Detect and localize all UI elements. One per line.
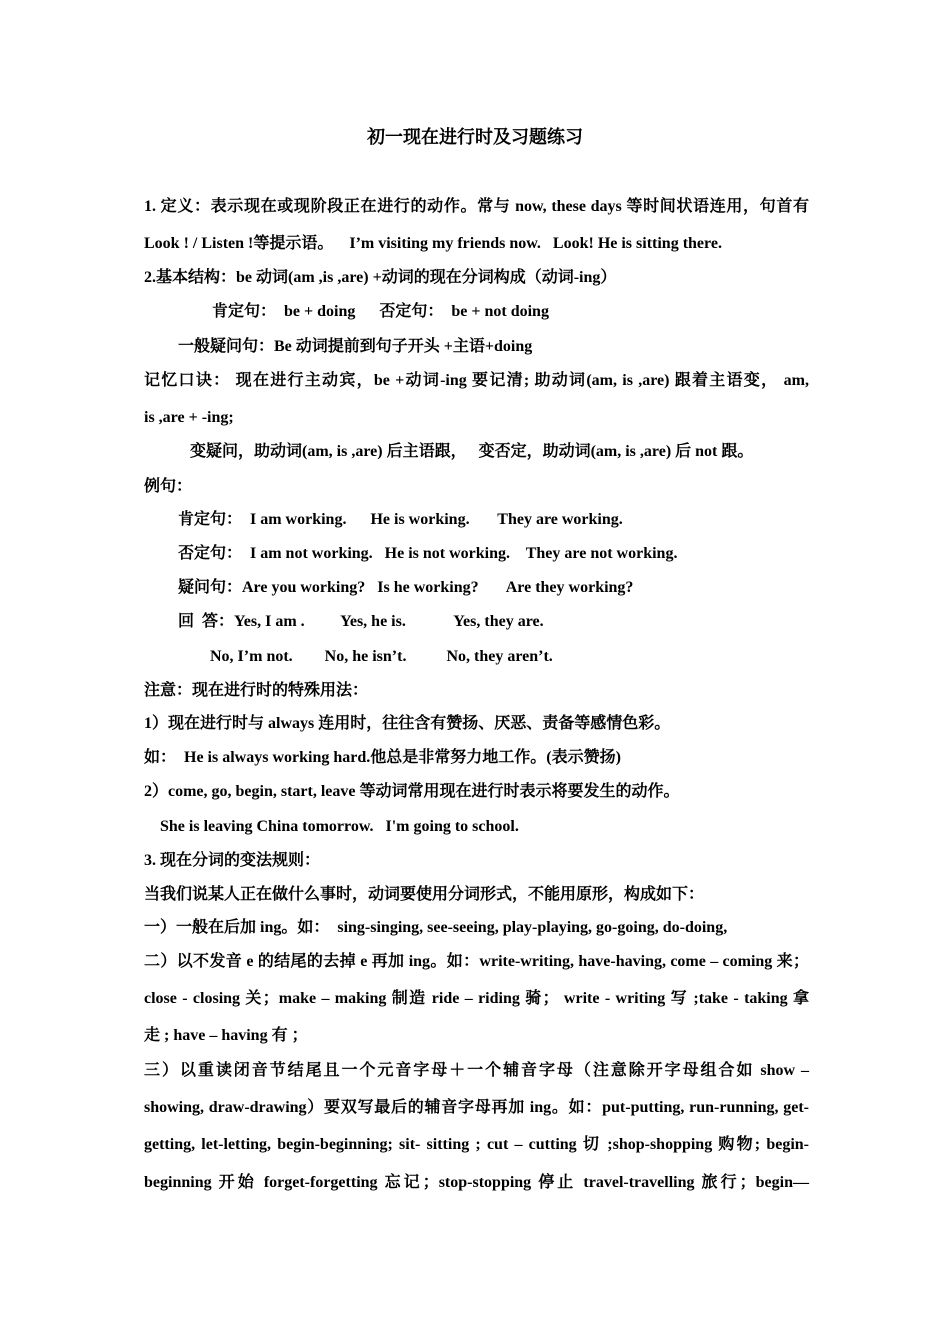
note-1: 1）现在进行时与 always 连用时，往往含有赞扬、厌恶、责备等感情色彩。 xyxy=(144,715,671,732)
example-question: 疑问句：Are you working? Is he working? Are they working? xyxy=(178,579,634,596)
rule-3-line-1: 三）以重读闭音节结尾且一个元音字母＋一个辅音字母（注意除开字母组合如 show – xyxy=(144,1062,809,1079)
mnemonic-line-2: is ,are + -ing; xyxy=(144,409,234,426)
note-heading: 注意：现在进行时的特殊用法： xyxy=(144,682,369,699)
examples-heading: 例句： xyxy=(144,478,193,495)
note-1-example: 如： He is always working hard.他总是非常努力地工作。(表示赞扬) xyxy=(144,749,621,766)
note-2-example: She is leaving China tomorrow. I'm going to school. xyxy=(160,818,519,835)
participle-intro: 当我们说某人正在做什么事时，动词要使用分词形式，不能用原形，构成如下： xyxy=(144,886,705,903)
document-title: 初一现在进行时及习题练习 xyxy=(367,127,583,147)
example-positive: 肯定句： I am working. He is working. They are working. xyxy=(178,511,623,528)
mnemonic-line-1: 记忆口诀： 现在进行主动宾，be +动词-ing 要记清; 助动词(am, is ,are) 跟着主语变， am, xyxy=(144,372,809,389)
mnemonic-line-3: 变疑问，助动词(am, is ,are) 后主语跟， 变否定，助动词(am, is ,are) 后 not 跟。 xyxy=(190,443,754,460)
positive-negative-form: 肯定句： be + doing 否定句： be + not doing xyxy=(212,303,549,320)
example-negative: 否定句： I am not working. He is not working. They are not working. xyxy=(178,545,678,562)
rule-1: 一）一般在后加 ing。如： sing-singing, see-seeing, play-playing, go-going, do-doing, xyxy=(144,919,728,936)
definition-line-2: Look ! / Listen !等提示语。 I’m visiting my friends now. Look! He is sitting there. xyxy=(144,235,722,252)
rule-2-line-3: 走 ; have – having 有 ； xyxy=(144,1027,308,1044)
rule-2-line-2: close - closing 关；make – making 制造 ride – riding 骑； write - writing 写 ;take - taking 拿 xyxy=(144,990,809,1007)
question-form: 一般疑问句：Be 动词提前到句子开头 +主语+doing xyxy=(178,338,533,355)
rule-3-line-4: beginning 开始 forget-forgetting 忘记；stop-stopping 停止 travel-travelling 旅行；begin— xyxy=(144,1174,809,1191)
structure-line: 2.基本结构：be 动词(am ,is ,are) +动词的现在分词构成（动词-ing） xyxy=(144,269,617,286)
rule-3-line-2: showing, draw-drawing）要双写最后的辅音字母再加 ing。如：put-putting, run-running, get- xyxy=(144,1099,809,1116)
example-answer-no: No, I’m not. No, he isn’t. No, they aren’t. xyxy=(210,648,553,665)
rule-3-line-3: getting, let-letting, begin-beginning; sit- sitting ; cut – cutting 切 ;shop-shopping 购物; begin- xyxy=(144,1136,809,1153)
participle-rules-heading: 3. 现在分词的变法规则： xyxy=(144,852,321,869)
definition-line-1: 1. 定义：表示现在或现阶段正在进行的动作。常与 now, these days 等时间状语连用，句首有 xyxy=(144,198,809,215)
note-2: 2）come, go, begin, start, leave 等动词常用现在进行时表示将要发生的动作。 xyxy=(144,783,680,800)
example-answer-yes: 回 答：Yes, I am . Yes, he is. Yes, they are. xyxy=(178,613,544,630)
rule-2-line-1: 二）以不发音 e 的结尾的去掉 e 再加 ing。如：write-writing, have-having, come – coming 来； xyxy=(144,953,809,970)
